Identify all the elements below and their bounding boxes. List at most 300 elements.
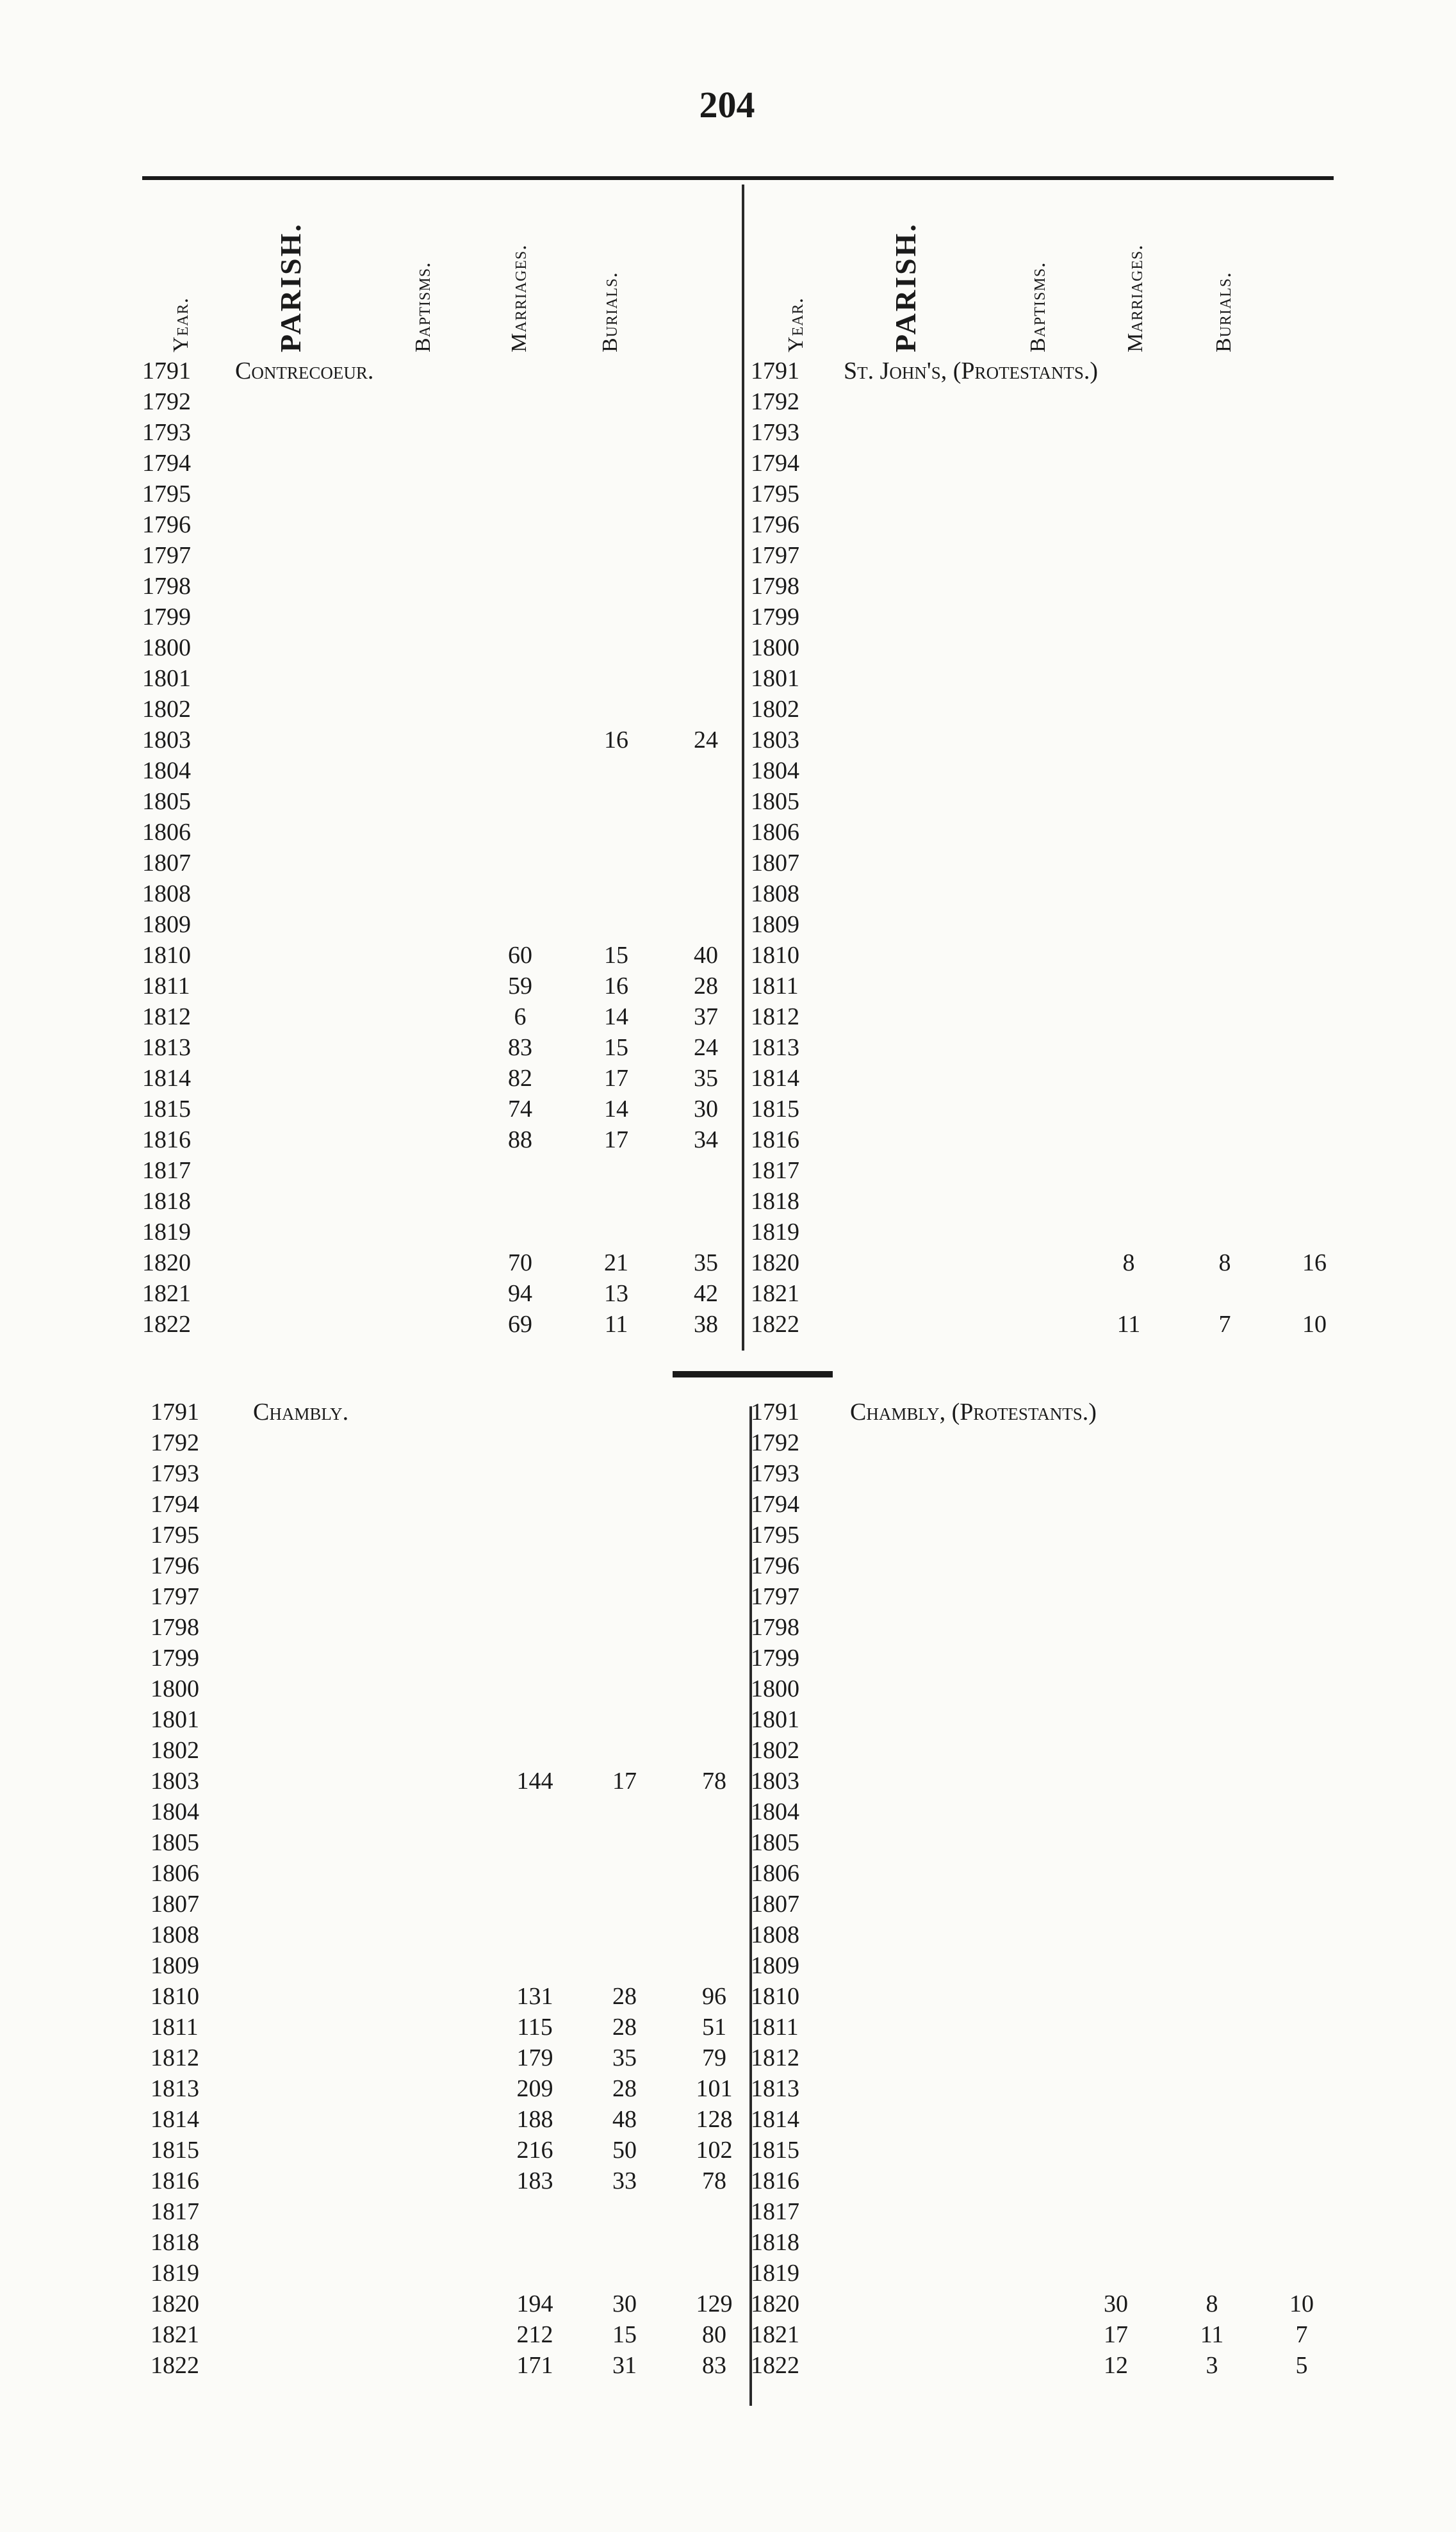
baptisms-cell: 183 [516, 2167, 553, 2194]
baptisms-cell: 88 [508, 1126, 532, 1153]
table-row [151, 2258, 753, 2289]
table-row [751, 755, 1391, 786]
table-row [142, 848, 744, 878]
table-row [142, 479, 744, 509]
table-row [142, 1063, 744, 1094]
year-cell: 1792 [751, 388, 799, 415]
baptisms-cell: 60 [508, 942, 532, 969]
year-cell: 1808 [142, 880, 191, 907]
header-year-right [783, 186, 834, 352]
table-row [151, 1673, 753, 1704]
burials-cell: 38 [694, 1311, 718, 1338]
table-row [142, 725, 744, 755]
table-row [751, 2227, 1391, 2258]
table-row [151, 2196, 753, 2227]
table-row [751, 2043, 1391, 2073]
table-row [751, 1950, 1391, 1981]
year-cell: 1815 [751, 1096, 799, 1122]
year-cell: 1809 [751, 911, 799, 938]
parish-name: St. John's, (Protestants.) [844, 358, 1099, 384]
table-row [151, 2012, 753, 2043]
marriages-cell: 31 [612, 2352, 637, 2379]
table-row [751, 1489, 1391, 1520]
year-cell: 1818 [151, 2229, 199, 2256]
year-cell: 1797 [751, 542, 799, 569]
table-row [142, 1001, 744, 1032]
year-cell: 1818 [751, 2229, 799, 2256]
table-row [751, 1217, 1391, 1247]
table-row [751, 909, 1391, 940]
year-cell: 1817 [142, 1157, 191, 1184]
year-cell: 1814 [751, 2106, 799, 2133]
table-row [151, 2166, 753, 2196]
baptisms-cell: 83 [508, 1034, 532, 1061]
burials-cell: 79 [702, 2044, 726, 2071]
table-row [751, 1427, 1391, 1458]
burials-cell: 35 [694, 1065, 718, 1092]
table-row [151, 1766, 753, 1796]
marriages-cell: 28 [612, 2075, 637, 2102]
burials-cell: 5 [1295, 2352, 1308, 2379]
baptisms-cell: 11 [1117, 1311, 1141, 1338]
year-cell: 1801 [151, 1706, 199, 1733]
top-rule [142, 176, 1334, 180]
table-row [142, 1186, 744, 1217]
table-row [751, 386, 1391, 417]
table-row [751, 1643, 1391, 1673]
year-cell: 1822 [142, 1311, 191, 1338]
marriages-cell: 33 [612, 2167, 637, 2194]
burials-cell: 34 [694, 1126, 718, 1153]
year-cell: 1797 [151, 1583, 199, 1610]
table-row [151, 2289, 753, 2319]
burials-cell: 128 [696, 2106, 733, 2133]
year-cell: 1801 [142, 665, 191, 692]
year-cell: 1795 [751, 1522, 799, 1549]
year-cell: 1815 [151, 2137, 199, 2164]
baptisms-cell: 17 [1104, 2321, 1128, 2348]
year-cell: 1792 [151, 1429, 199, 1456]
burials-cell: 24 [694, 1034, 718, 1061]
burials-cell: 40 [694, 942, 718, 969]
year-cell: 1822 [751, 2352, 799, 2379]
burials-cell: 80 [702, 2321, 726, 2348]
year-cell: 1802 [751, 1737, 799, 1764]
table-row [751, 940, 1391, 971]
table-row [151, 1858, 753, 1889]
marriages-cell: 28 [612, 2014, 637, 2041]
year-cell: 1807 [142, 850, 191, 876]
table-row [751, 694, 1391, 725]
marriages-cell: 28 [612, 1983, 637, 2010]
burials-cell: 83 [702, 2352, 726, 2379]
table-row [751, 2104, 1391, 2135]
baptisms-cell: 59 [508, 973, 532, 999]
year-cell: 1811 [151, 2014, 199, 2041]
year-cell: 1804 [151, 1798, 199, 1825]
year-cell: 1813 [151, 2075, 199, 2102]
burials-cell: 96 [702, 1983, 726, 2010]
table-row [151, 1458, 753, 1489]
year-cell: 1796 [142, 511, 191, 538]
section-divider-rule [673, 1371, 833, 1377]
burials-cell: 78 [702, 1768, 726, 1795]
header-burials-right [1211, 186, 1262, 352]
year-cell: 1803 [142, 727, 191, 753]
table-row [751, 1581, 1391, 1612]
burials-cell: 35 [694, 1249, 718, 1276]
table-row [151, 1735, 753, 1766]
table-row [151, 1950, 753, 1981]
table-row [751, 1520, 1391, 1550]
table-row [151, 1796, 753, 1827]
table-row [151, 1704, 753, 1735]
table-row [751, 1001, 1391, 1032]
table-row [751, 1796, 1391, 1827]
year-cell: 1794 [142, 450, 191, 477]
table-row [751, 448, 1391, 479]
year-cell: 1813 [142, 1034, 191, 1061]
year-cell: 1799 [751, 1645, 799, 1672]
table-row [751, 1858, 1391, 1889]
header-marriages-label: Marriages. [507, 244, 531, 352]
table-row [151, 1612, 753, 1643]
table-row [751, 356, 1391, 386]
year-cell: 1817 [151, 2198, 199, 2225]
year-cell: 1808 [751, 880, 799, 907]
year-cell: 1792 [142, 388, 191, 415]
table-row [751, 878, 1391, 909]
year-cell: 1805 [751, 788, 799, 815]
year-cell: 1804 [142, 757, 191, 784]
year-cell: 1793 [751, 1460, 799, 1487]
baptisms-cell: 6 [514, 1003, 527, 1030]
table-row [751, 1278, 1391, 1309]
burials-cell: 102 [696, 2137, 733, 2164]
table-row [751, 1186, 1391, 1217]
year-cell: 1803 [751, 1768, 799, 1795]
table-row [751, 1550, 1391, 1581]
table-row [142, 1094, 744, 1124]
marriages-cell: 14 [604, 1003, 628, 1030]
table-row [142, 1247, 744, 1278]
year-cell: 1819 [151, 2260, 199, 2287]
baptisms-cell: 69 [508, 1311, 532, 1338]
marriages-cell: 3 [1206, 2352, 1218, 2379]
marriages-cell: 30 [612, 2290, 637, 2317]
table-row [751, 1766, 1391, 1796]
year-cell: 1812 [142, 1003, 191, 1030]
table-row [751, 1612, 1391, 1643]
year-cell: 1820 [142, 1249, 191, 1276]
table-row [751, 479, 1391, 509]
table-row [751, 1920, 1391, 1950]
table-row [142, 540, 744, 571]
table-row [151, 1981, 753, 2012]
year-cell: 1814 [151, 2106, 199, 2133]
table-row [751, 1981, 1391, 2012]
year-cell: 1802 [142, 696, 191, 723]
year-cell: 1810 [151, 1983, 199, 2010]
table-row [751, 2012, 1391, 2043]
table-row [751, 1155, 1391, 1186]
year-cell: 1819 [142, 1219, 191, 1245]
header-baptisms-label: Baptisms. [411, 261, 435, 352]
year-cell: 1793 [751, 419, 799, 446]
marriages-cell: 35 [612, 2044, 637, 2071]
table-row [142, 417, 744, 448]
year-cell: 1810 [751, 942, 799, 969]
marriages-cell: 13 [604, 1280, 628, 1307]
header-baptisms-left [410, 186, 461, 352]
table-row [142, 602, 744, 632]
table-row [751, 1673, 1391, 1704]
year-cell: 1811 [751, 2014, 799, 2041]
header-year-left [168, 186, 219, 352]
table-row [751, 540, 1391, 571]
year-cell: 1819 [751, 2260, 799, 2287]
table-row [751, 2166, 1391, 2196]
marriages-cell: 17 [604, 1065, 628, 1092]
year-cell: 1805 [151, 1829, 199, 1856]
parish-name: Chambly. [253, 1399, 349, 1426]
year-cell: 1806 [151, 1860, 199, 1887]
table-row [151, 2043, 753, 2073]
year-cell: 1807 [151, 1891, 199, 1918]
year-cell: 1811 [142, 973, 190, 999]
header-marriages-right [1122, 186, 1174, 352]
header-parish-left [274, 186, 333, 352]
baptisms-cell: 212 [516, 2321, 553, 2348]
table-row [142, 1309, 744, 1340]
marriages-cell: 15 [604, 942, 628, 969]
marriages-cell: 11 [604, 1311, 628, 1338]
table-row [142, 786, 744, 817]
table-row [751, 1032, 1391, 1063]
year-cell: 1793 [142, 419, 191, 446]
table-row [142, 571, 744, 602]
year-cell: 1812 [751, 1003, 799, 1030]
marriages-cell: 16 [604, 727, 628, 753]
header-parish-label: PARISH. [889, 222, 922, 352]
table-row [751, 2073, 1391, 2104]
year-cell: 1794 [751, 450, 799, 477]
table-row [142, 971, 744, 1001]
burials-cell: 42 [694, 1280, 718, 1307]
year-cell: 1799 [751, 604, 799, 630]
table-row [151, 2319, 753, 2350]
marriages-cell: 15 [612, 2321, 637, 2348]
baptisms-cell: 94 [508, 1280, 532, 1307]
baptisms-cell: 74 [508, 1096, 532, 1122]
marriages-cell: 17 [612, 1768, 637, 1795]
burials-cell: 129 [696, 2290, 733, 2317]
year-cell: 1818 [751, 1188, 799, 1215]
table-row [142, 1155, 744, 1186]
year-cell: 1809 [151, 1952, 199, 1979]
year-cell: 1813 [751, 2075, 799, 2102]
year-cell: 1808 [751, 1921, 799, 1948]
table-row [142, 694, 744, 725]
table-row [151, 1889, 753, 1920]
header-burials-left [597, 186, 648, 352]
baptisms-cell: 144 [516, 1768, 553, 1795]
header-parish-right [889, 186, 948, 352]
header-baptisms-label: Baptisms. [1026, 261, 1050, 352]
header-burials-label: Burials. [598, 272, 622, 352]
baptisms-cell: 30 [1104, 2290, 1128, 2317]
header-marriages-left [506, 186, 557, 352]
parish-block-chambly [151, 1397, 753, 2383]
table-row [151, 1397, 753, 1427]
year-cell: 1816 [142, 1126, 191, 1153]
table-row [751, 602, 1391, 632]
year-cell: 1806 [142, 819, 191, 846]
table-row [142, 1032, 744, 1063]
burials-cell: 7 [1295, 2321, 1308, 2348]
burials-cell: 28 [694, 973, 718, 999]
table-row [751, 1247, 1391, 1278]
year-cell: 1811 [751, 973, 799, 999]
year-cell: 1821 [751, 2321, 799, 2348]
year-cell: 1803 [151, 1768, 199, 1795]
table-row [751, 2135, 1391, 2166]
year-cell: 1797 [142, 542, 191, 569]
year-cell: 1791 [751, 1399, 799, 1426]
table-row [142, 1217, 744, 1247]
marriages-cell: 7 [1218, 1311, 1231, 1338]
baptisms-cell: 70 [508, 1249, 532, 1276]
table-row [151, 2227, 753, 2258]
year-cell: 1800 [151, 1675, 199, 1702]
year-cell: 1791 [751, 358, 799, 384]
table-row [751, 2350, 1391, 2381]
year-cell: 1814 [142, 1065, 191, 1092]
year-cell: 1817 [751, 1157, 799, 1184]
header-year-label: Year. [784, 297, 808, 352]
year-cell: 1814 [751, 1065, 799, 1092]
year-cell: 1799 [142, 604, 191, 630]
year-cell: 1802 [751, 696, 799, 723]
table-row [751, 571, 1391, 602]
year-cell: 1810 [142, 942, 191, 969]
marriages-cell: 14 [604, 1096, 628, 1122]
year-cell: 1798 [751, 573, 799, 600]
year-cell: 1800 [142, 634, 191, 661]
year-cell: 1813 [751, 1034, 799, 1061]
table-row [151, 2135, 753, 2166]
baptisms-cell: 188 [516, 2106, 553, 2133]
marriages-cell: 16 [604, 973, 628, 999]
marriages-cell: 21 [604, 1249, 628, 1276]
table-row [751, 817, 1391, 848]
year-cell: 1804 [751, 1798, 799, 1825]
marriages-cell: 11 [1200, 2321, 1224, 2348]
table-row [142, 632, 744, 663]
parish-block-st-johns-protestants [751, 356, 1391, 1342]
table-row [751, 786, 1391, 817]
table-row [751, 971, 1391, 1001]
marriages-cell: 48 [612, 2106, 637, 2133]
year-cell: 1795 [151, 1522, 199, 1549]
year-cell: 1804 [751, 757, 799, 784]
baptisms-cell: 131 [516, 1983, 553, 2010]
burials-cell: 37 [694, 1003, 718, 1030]
parish-name: Chambly, (Protestants.) [850, 1399, 1097, 1426]
table-row [142, 755, 744, 786]
year-cell: 1793 [151, 1460, 199, 1487]
parish-name: Contrecoeur. [235, 358, 374, 384]
year-cell: 1809 [751, 1952, 799, 1979]
parish-block-chambly-protestants [751, 1397, 1391, 2383]
table-row [142, 1278, 744, 1309]
table-row [751, 1397, 1391, 1427]
year-cell: 1815 [142, 1096, 191, 1122]
table-row [751, 2319, 1391, 2350]
table-row [751, 1124, 1391, 1155]
burials-cell: 10 [1302, 1311, 1327, 1338]
table-row [751, 417, 1391, 448]
page-number: 204 [699, 84, 755, 126]
table-row [142, 940, 744, 971]
table-row [151, 1520, 753, 1550]
year-cell: 1819 [751, 1219, 799, 1245]
marriages-cell: 50 [612, 2137, 637, 2164]
year-cell: 1805 [751, 1829, 799, 1856]
burials-cell: 78 [702, 2167, 726, 2194]
year-cell: 1820 [751, 1249, 799, 1276]
burials-cell: 51 [702, 2014, 726, 2041]
table-row [751, 1827, 1391, 1858]
baptisms-cell: 171 [516, 2352, 553, 2379]
table-row [151, 1920, 753, 1950]
burials-cell: 16 [1302, 1249, 1327, 1276]
year-cell: 1812 [151, 2044, 199, 2071]
year-cell: 1794 [751, 1491, 799, 1518]
table-row [751, 1735, 1391, 1766]
baptisms-cell: 216 [516, 2137, 553, 2164]
baptisms-cell: 82 [508, 1065, 532, 1092]
year-cell: 1797 [751, 1583, 799, 1610]
year-cell: 1795 [751, 481, 799, 507]
table-row [142, 663, 744, 694]
table-row [151, 1489, 753, 1520]
table-row [151, 1427, 753, 1458]
year-cell: 1820 [151, 2290, 199, 2317]
marriages-cell: 8 [1206, 2290, 1218, 2317]
year-cell: 1820 [751, 2290, 799, 2317]
table-row [142, 386, 744, 417]
year-cell: 1818 [142, 1188, 191, 1215]
year-cell: 1792 [751, 1429, 799, 1456]
year-cell: 1796 [151, 1552, 199, 1579]
year-cell: 1816 [751, 1126, 799, 1153]
year-cell: 1791 [142, 358, 191, 384]
year-cell: 1798 [151, 1614, 199, 1641]
table-row [751, 1094, 1391, 1124]
burials-cell: 30 [694, 1096, 718, 1122]
year-cell: 1806 [751, 1860, 799, 1887]
marriages-cell: 8 [1218, 1249, 1231, 1276]
year-cell: 1803 [751, 727, 799, 753]
year-cell: 1791 [151, 1399, 199, 1426]
burials-cell: 24 [694, 727, 718, 753]
year-cell: 1807 [751, 1891, 799, 1918]
table-row [151, 1581, 753, 1612]
table-row [151, 2104, 753, 2135]
table-row [751, 632, 1391, 663]
table-row [751, 663, 1391, 694]
